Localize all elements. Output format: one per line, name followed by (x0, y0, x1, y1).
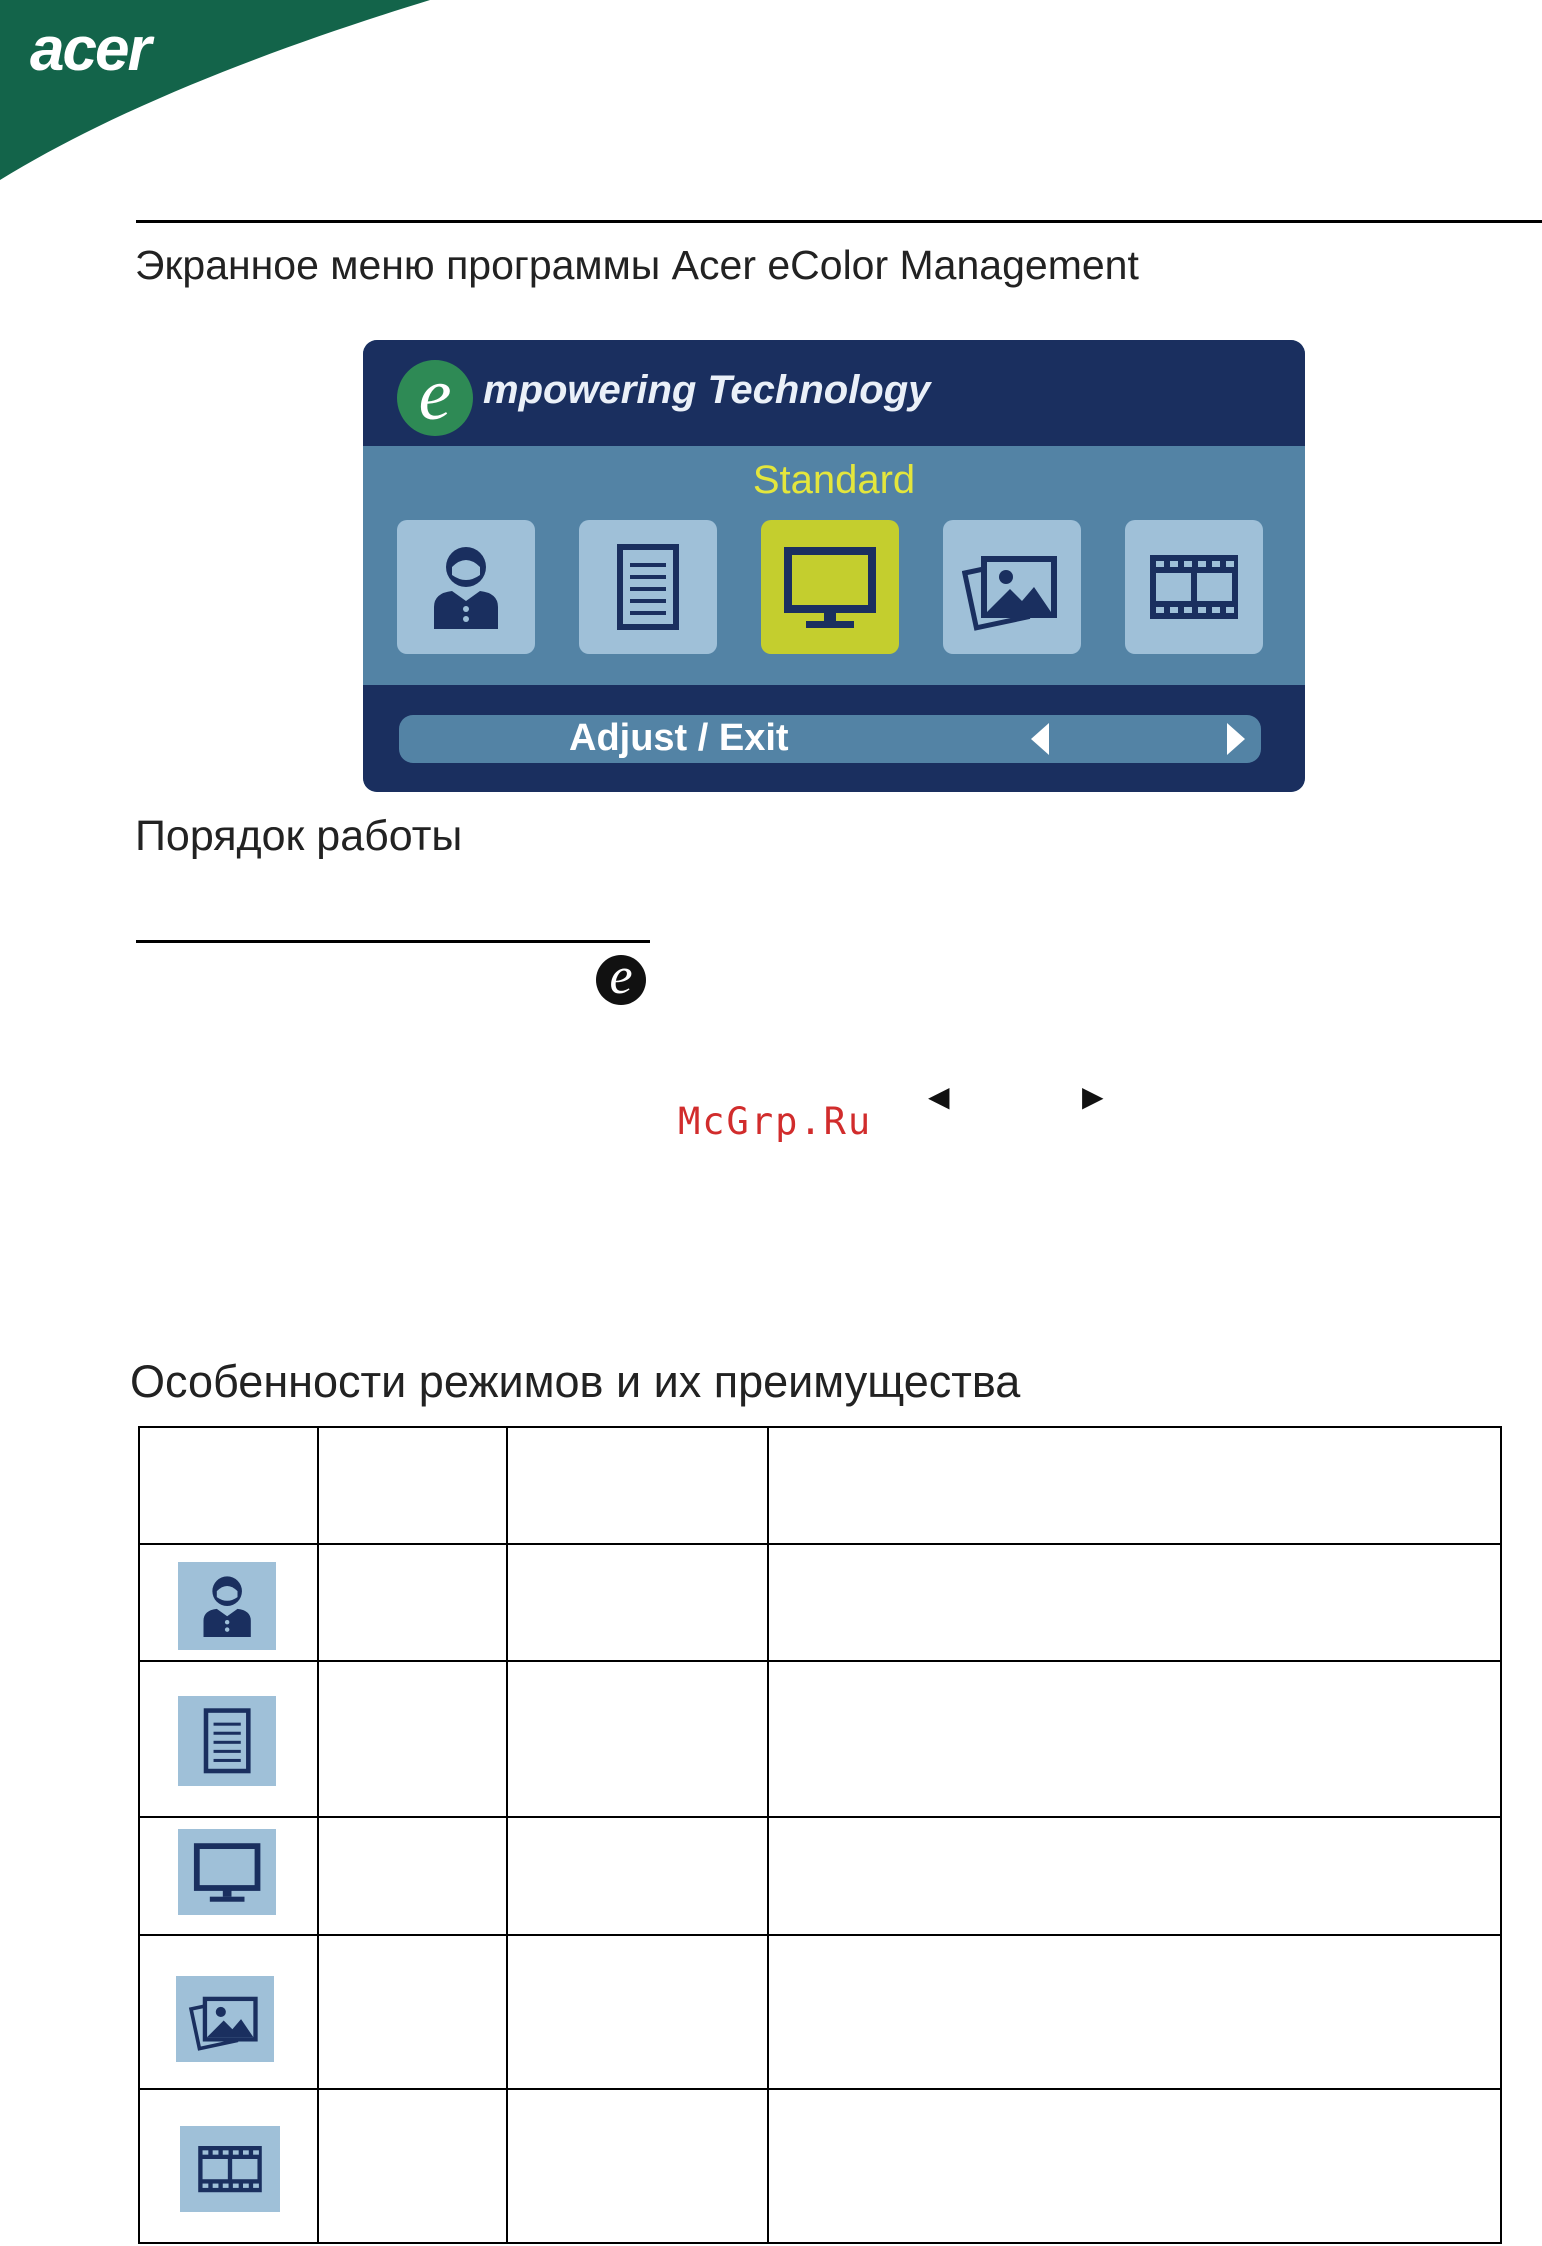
film-icon (188, 2133, 272, 2205)
ecolor-osd-menu (363, 340, 1305, 792)
left-arrow-icon[interactable] (1031, 723, 1051, 755)
adjust-exit-bar[interactable] (399, 715, 1261, 763)
monitor-icon (780, 537, 880, 637)
right-arrow-icon[interactable] (1225, 723, 1245, 755)
table-row-document-icon (178, 1696, 276, 1786)
mode-text-button[interactable] (579, 520, 717, 654)
monitor-icon (186, 1836, 268, 1908)
empowering-e-icon: e (397, 360, 473, 436)
photo-icon (962, 537, 1062, 637)
features-section-title: Особенности режимов и их преимущества (130, 1356, 1021, 1407)
table-row-divider (138, 1934, 1502, 1936)
modes-table (138, 1426, 1502, 2244)
usage-divider (136, 940, 650, 943)
user-icon (186, 1569, 268, 1643)
table-col-divider (138, 1426, 140, 2244)
osd-footer (363, 685, 1305, 792)
mode-standard-button[interactable] (761, 520, 899, 654)
photo-icon (184, 1983, 266, 2055)
document-icon (186, 1703, 268, 1779)
watermark: McGrp.Ru (678, 1100, 873, 1143)
acer-logo: acer (30, 15, 150, 84)
table-row-monitor-icon (178, 1829, 276, 1915)
mode-movie-button[interactable] (1125, 520, 1263, 654)
document-icon (598, 537, 698, 637)
table-row-photo-icon (176, 1976, 274, 2062)
osd-title: mpowering Technology (483, 368, 931, 412)
table-col-divider (1500, 1426, 1502, 2244)
table-col-divider (767, 1426, 769, 2244)
table-row-film-icon (180, 2126, 280, 2212)
right-key-icon: ▶ (1082, 1081, 1104, 1112)
left-key-icon: ◀ (928, 1081, 950, 1112)
table-row-divider (138, 2088, 1502, 2090)
ecolor-section-title: Экранное меню программы Acer eColor Management (135, 242, 1139, 288)
table-row-divider (138, 1660, 1502, 1662)
film-icon (1144, 537, 1244, 637)
table-row-divider (138, 1816, 1502, 1818)
table-border-bottom (138, 2242, 1502, 2244)
table-row-user-icon (178, 1562, 276, 1650)
top-divider (136, 220, 1542, 223)
mode-user-button[interactable] (397, 520, 535, 654)
user-icon (416, 537, 516, 637)
osd-current-mode: Standard (752, 458, 916, 502)
mode-graphics-button[interactable] (943, 520, 1081, 654)
table-col-divider (317, 1426, 319, 2244)
adjust-exit-label: Adjust / Exit (569, 717, 789, 759)
osd-header (363, 340, 1305, 446)
usage-section-title: Порядок работы (135, 812, 463, 860)
e-key-icon: e (596, 955, 646, 1005)
table-border-top (138, 1426, 1502, 1428)
table-col-divider (506, 1426, 508, 2244)
table-row-divider (138, 1543, 1502, 1545)
